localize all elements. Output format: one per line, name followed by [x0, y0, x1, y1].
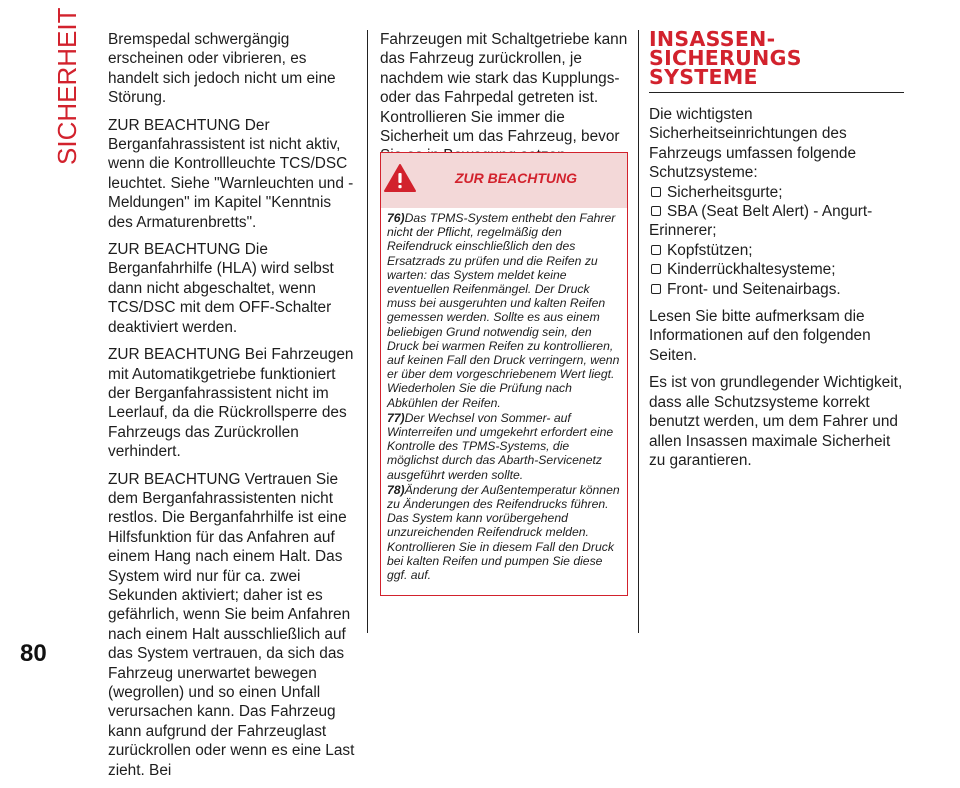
- checkbox-icon: [651, 245, 661, 255]
- paragraph: ZUR BEACHTUNG Vertrauen Sie dem Berganfahrassistenten nicht restlos. Die Berganfahrhilfe ist eine Hilfsfunktion für das Anfahren auf einem Hang nach einem Halt. Das System wird nur für ca. zwei Sekunden aktiviert; daher ist es gefährlich, wenn Sie beim Anfahren nach einem Halt ausschließlich auf das System vertrauen, da sich das Fahrzeug unerwartet bewegen (wegrollen) und so einen Unfall verursachen kann. Das Fahrzeug kann aufgrund der Fahrzeuglast zurückrollen oder wenn es eine Last zieht. Bei: [108, 470, 355, 779]
- section-title-line: SYSTEME: [649, 65, 758, 89]
- paragraph: ZUR BEACHTUNG Bei Fahrzeugen mit Automatikgetriebe funktioniert der Berganfahrassistent nicht im Leerlauf, da die Rückrollsperre des Fahrzeugs das Zurückrollen verhindert.: [108, 346, 354, 461]
- note-item: [387, 483, 621, 582]
- section-title-line: SICHERUNGS: [649, 46, 802, 70]
- left-column: [108, 30, 358, 788]
- note-text: Änderung der Außentemperatur können zu Änderungen des Reifendrucks führen. Das System kann vorübergehend unzureichenden Reifendruck melden. Kontrollieren Sie in diesem Fall den Druck bei kalten Reifen und pumpen Sie diese ggf. auf.: [387, 482, 620, 583]
- section-title-line: INSASSEN-: [649, 27, 776, 51]
- page-number: 80: [20, 640, 47, 667]
- paragraph: ZUR BEACHTUNG Der Berganfahrassistent ist nicht aktiv, wenn die Kontrollleuchte TCS/DSC leuchtet. Siehe "Warnleuchten und -Meldungen" im Kapitel "Kenntnis des Armaturenbretts".: [108, 116, 354, 231]
- note-item: [387, 211, 621, 410]
- chapter-tab: [50, 7, 90, 165]
- list-item: Sicherheitsgurte;: [649, 183, 904, 202]
- checkbox-icon: [651, 187, 661, 197]
- list-item: Front- und Seitenairbags.: [649, 280, 904, 299]
- note-number: 77): [387, 410, 405, 425]
- right-column: [649, 27, 904, 478]
- column-divider: [367, 30, 368, 633]
- warning-header: [381, 153, 627, 208]
- paragraph: Lesen Sie bitte aufmerksam die Informationen auf den folgenden Seiten.: [649, 308, 871, 364]
- list-item: Kopfstützen;: [649, 241, 904, 260]
- warning-box: [380, 152, 628, 596]
- paragraph: ZUR BEACHTUNG Die Berganfahrhilfe (HLA) wird selbst dann nicht abgeschaltet, wenn TCS/DSC mit dem OFF-Schalter deaktiviert werden.: [108, 241, 334, 336]
- paragraph: Bremspedal schwergängig erscheinen oder vibrieren, es handelt sich jedoch nicht um eine Störung.: [108, 31, 336, 107]
- note-text: Das TPMS-System enthebt den Fahrer nicht der Pflicht, regelmäßig den Reifendruck einschließlich den des Ersatzrads zu prüfen und die Reifen zu warten: das System meldet keine eventuellen Reifenmängel. Der Druck muss bei ausgeruhten und kalten Reifen gemessen werden. Sollte es aus einem beliebigen Grund notwendig sein, den Druck bei warmen Reifen zu kontrollieren, auf keinen Fall den Druck verringern, wenn er über dem vorgeschriebenem Wert liegt. Wiederholen Sie die Prüfung nach Abkühlen der Reifen.: [387, 211, 620, 410]
- note-number: 78): [387, 482, 405, 497]
- checkbox-icon: [651, 264, 661, 274]
- warning-notes: [381, 208, 627, 582]
- column-divider: [638, 30, 639, 633]
- note-number: 76): [387, 211, 405, 225]
- section-title: [649, 27, 904, 93]
- note-item: [387, 411, 621, 482]
- checkbox-icon: [651, 284, 661, 294]
- paragraph: Fahrzeugen mit Schaltgetriebe kann das Fahrzeug zurückrollen, je nachdem wie stark das Kupplungs- oder das Fahrpedal getreten ist. Kontrollieren Sie immer die Sicherheit um das Fahrzeug, bevor: [380, 31, 628, 146]
- chapter-title: SICHERHEIT: [52, 7, 82, 165]
- protection-system-list: [649, 183, 904, 299]
- checkbox-icon: [651, 206, 661, 216]
- warning-title: ZUR BEACHTUNG: [454, 170, 578, 186]
- paragraph: Es ist von grundlegender Wichtigkeit, dass alle Schutzsysteme korrekt benutzt werden, um dem Fahrer und allen Insassen maximale Sicherheit zu garantieren.: [649, 374, 903, 469]
- list-item: SBA (Seat Belt Alert) - Angurt-Erinnerer;: [649, 203, 873, 240]
- note-text: Der Wechsel von Sommer- auf Winterreifen und umgekehrt erfordert eine Kontrolle des TPMS-Systems, die möglichst durch das Abarth-Servicenetz ausgeführt werden sollte.: [387, 410, 614, 482]
- list-item: Kinderrückhaltesysteme;: [649, 260, 904, 279]
- paragraph: Die wichtigsten Sicherheitseinrichtungen des Fahrzeugs umfassen folgende Schutzsysteme:: [649, 106, 857, 182]
